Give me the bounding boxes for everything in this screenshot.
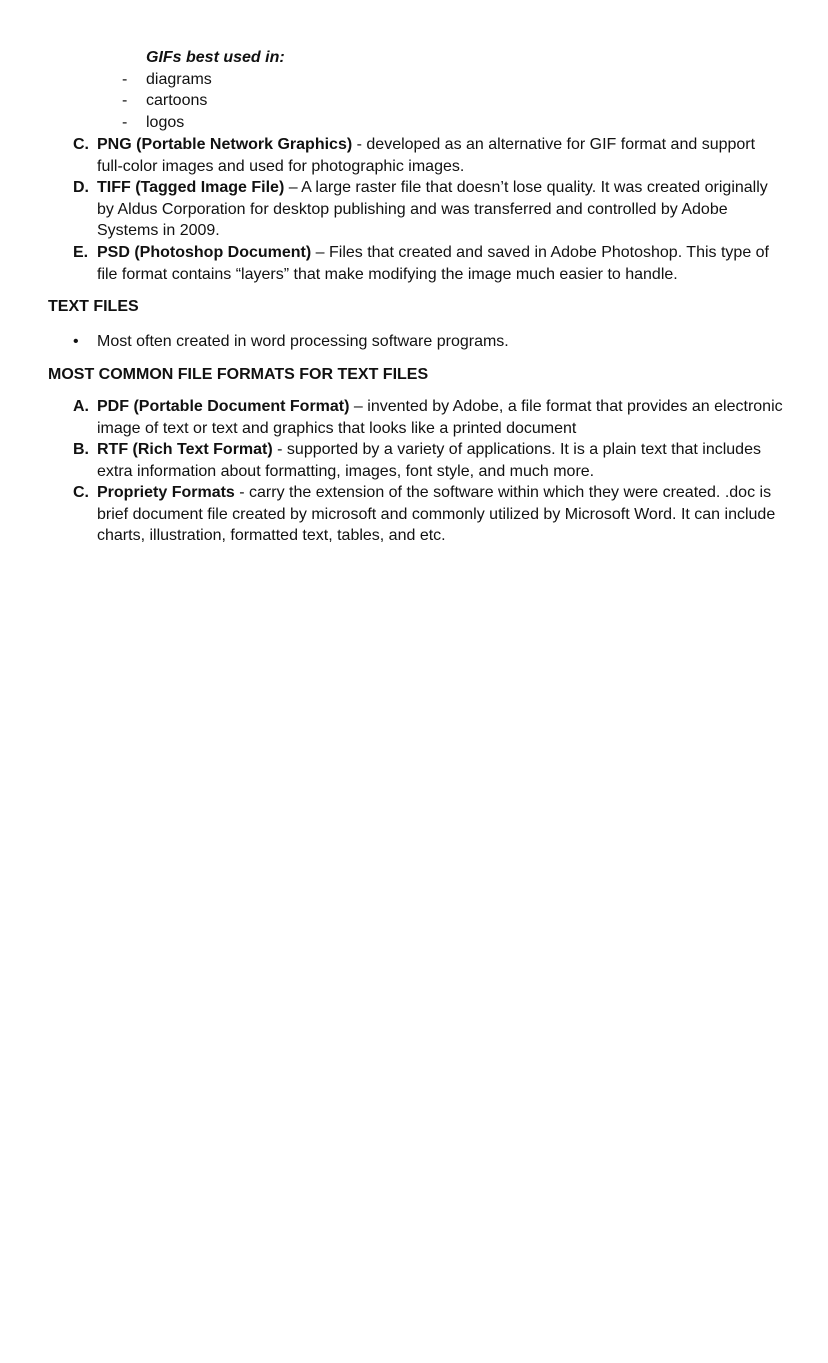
gif-uses-subheading: GIFs best used in:	[146, 49, 285, 66]
format-item-tiff	[73, 177, 785, 242]
item-letter: C.	[73, 484, 89, 501]
format-item-psd	[73, 242, 785, 285]
dash-marker: -	[122, 71, 128, 88]
format-term: RTF (Rich Text Format)	[97, 441, 273, 458]
list-item-text: cartoons	[146, 92, 208, 109]
format-description: - carry the extension of the software within which they were created. .doc is brief document file created by microsoft and commonly utilized by Microsoft Word. It can include charts, illustration, formatted text, tables, and etc.	[97, 484, 776, 545]
item-letter: D.	[73, 179, 89, 196]
format-item-pdf	[73, 396, 785, 439]
format-item-png	[73, 134, 785, 177]
format-term: PSD (Photoshop Document)	[97, 244, 312, 261]
format-item-rtf	[73, 439, 785, 482]
format-description: - supported by a variety of applications. It is a plain text that includes extra information about formatting, images, font style, and much more.	[97, 441, 761, 480]
section-heading-text-formats: MOST COMMON FILE FORMATS FOR TEXT FILES	[48, 366, 429, 383]
section-heading-text-files: TEXT FILES	[48, 298, 139, 315]
bullet-text: Most often created in word processing software programs.	[97, 333, 509, 350]
format-term: PDF (Portable Document Format)	[97, 398, 350, 415]
list-item-text: logos	[146, 114, 185, 131]
item-letter: C.	[73, 136, 89, 153]
format-description: - developed as an alternative for GIF format and support full-color images and used for photographic images.	[97, 136, 756, 175]
item-letter: E.	[73, 244, 89, 261]
bullet-marker: •	[73, 333, 79, 350]
format-term: Propriety Formats	[97, 484, 235, 501]
format-description: – invented by Adobe, a file format that provides an electronic image of text or text and graphics that looks like a printed document	[97, 398, 783, 437]
format-description: – Files that created and saved in Adobe Photoshop. This type of file format contains “layers” that make modifying the image much easier to handle.	[97, 244, 769, 283]
format-term: TIFF (Tagged Image File)	[97, 179, 285, 196]
format-description: – A large raster file that doesn’t lose quality. It was created originally by Aldus Corporation for desktop publishing and was transferred and controlled by Adobe Systems in 2009.	[97, 179, 768, 240]
item-letter: A.	[73, 398, 89, 415]
format-item-propriety	[73, 482, 785, 547]
dash-marker: -	[122, 114, 128, 131]
dash-marker: -	[122, 92, 128, 109]
list-item-text: diagrams	[146, 71, 212, 88]
item-letter: B.	[73, 441, 89, 458]
format-term: PNG (Portable Network Graphics)	[97, 136, 353, 153]
